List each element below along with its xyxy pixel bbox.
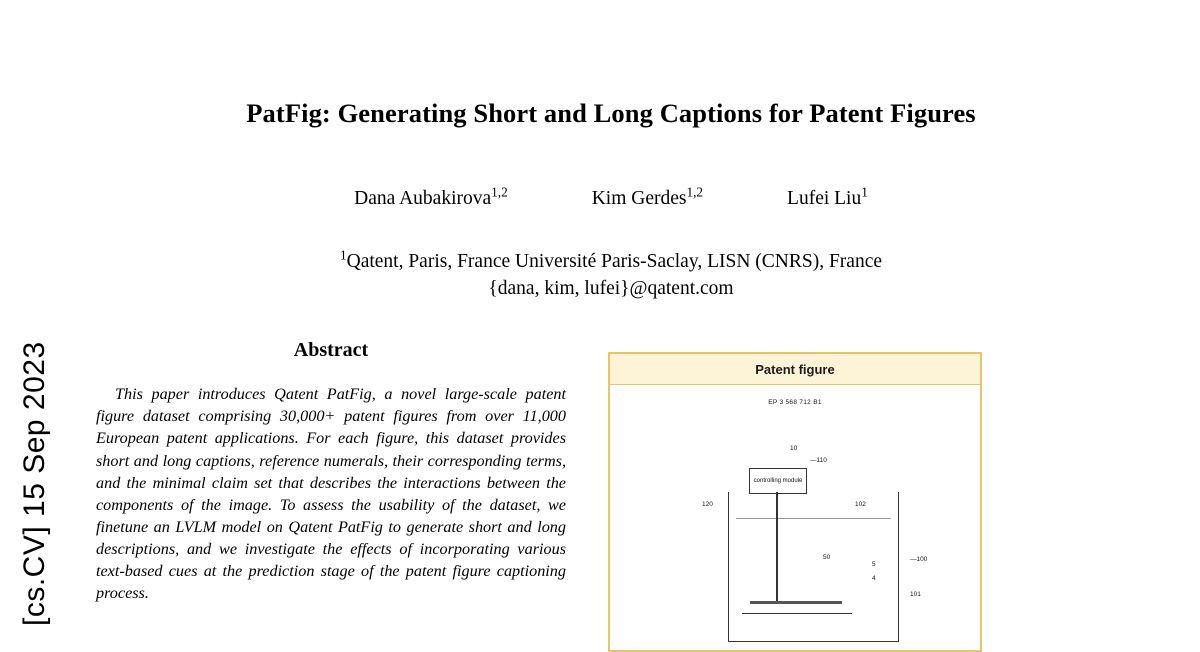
affil-mark-1: 1 <box>339 247 347 263</box>
ref-numeral-5: 5 <box>872 561 876 569</box>
patent-figure-header <box>610 354 980 385</box>
author-1 <box>354 184 508 210</box>
author-2 <box>591 184 704 210</box>
page-title: PatFig: Generating Short and Long Captions for Patent Figures <box>246 98 976 128</box>
liquid-level-line <box>736 518 891 519</box>
plate-element <box>750 601 842 604</box>
abstract-column <box>96 339 566 604</box>
arxiv-stamp <box>0 0 70 648</box>
paper-page <box>96 0 1126 648</box>
affiliations <box>96 248 1126 303</box>
patent-figure-panel <box>608 352 982 652</box>
author-1-name: Dana Aubakirova <box>354 187 492 209</box>
base-element <box>742 613 852 614</box>
ref-numeral-120: 120 <box>702 501 713 509</box>
controlling-module-box: controlling module <box>749 468 807 494</box>
ref-numeral-110: —110 <box>810 457 827 465</box>
affiliations-line: Qatent, Paris, France Université Paris-Saclay, LISN (CNRS), France <box>346 250 883 272</box>
figure-column <box>606 339 1076 604</box>
patent-number-text: EP 3 568 712 B1 <box>768 399 822 407</box>
body-columns <box>96 339 1126 604</box>
vessel-right-wall <box>898 492 899 642</box>
ref-numeral-102: 102 <box>855 501 866 509</box>
author-3-name: Lufei Liu <box>787 187 862 209</box>
author-list <box>96 184 1126 210</box>
author-2-name: Kim Gerdes <box>591 187 687 209</box>
ref-numeral-50: 50 <box>823 554 831 562</box>
ref-numeral-101: 101 <box>910 591 921 599</box>
vessel-left-wall <box>728 492 729 642</box>
ref-numeral-100: —100 <box>910 556 928 564</box>
patent-figure-header-label: Patent figure <box>755 361 835 377</box>
author-2-affil-mark: 1,2 <box>686 184 704 200</box>
patent-figure-drawing <box>610 385 980 650</box>
contact-email: {dana, kim, lufei}@qatent.com <box>488 278 734 300</box>
ref-numeral-10: 10 <box>790 445 798 453</box>
abstract-heading: Abstract <box>293 339 369 362</box>
author-1-affil-mark: 1,2 <box>491 184 508 200</box>
ref-numeral-4: 4 <box>872 575 876 583</box>
author-3-affil-mark: 1 <box>861 184 868 200</box>
shaft-line <box>776 492 778 602</box>
arxiv-stamp-text: [cs.CV] 15 Sep 2023 <box>18 341 51 626</box>
author-3 <box>787 184 868 210</box>
vessel-bottom-wall <box>728 641 899 642</box>
abstract-text: This paper introduces Qatent PatFig, a novel large-scale patent figure dataset comprising 30,000+ patent figures from over 11,000 European patent applications. For each figure, this dataset provides short and long captions, reference numerals, their corresponding terms, and the minimal claim set that describes the interactions between the components of the image. To assess the usability of the dataset, we finetune an LVLM model on Qatent PatFig to generate short and long descriptions, and we investigate the effects of incorporating various text-based cues at the prediction stage of the patent figure captioning process. <box>96 385 566 603</box>
